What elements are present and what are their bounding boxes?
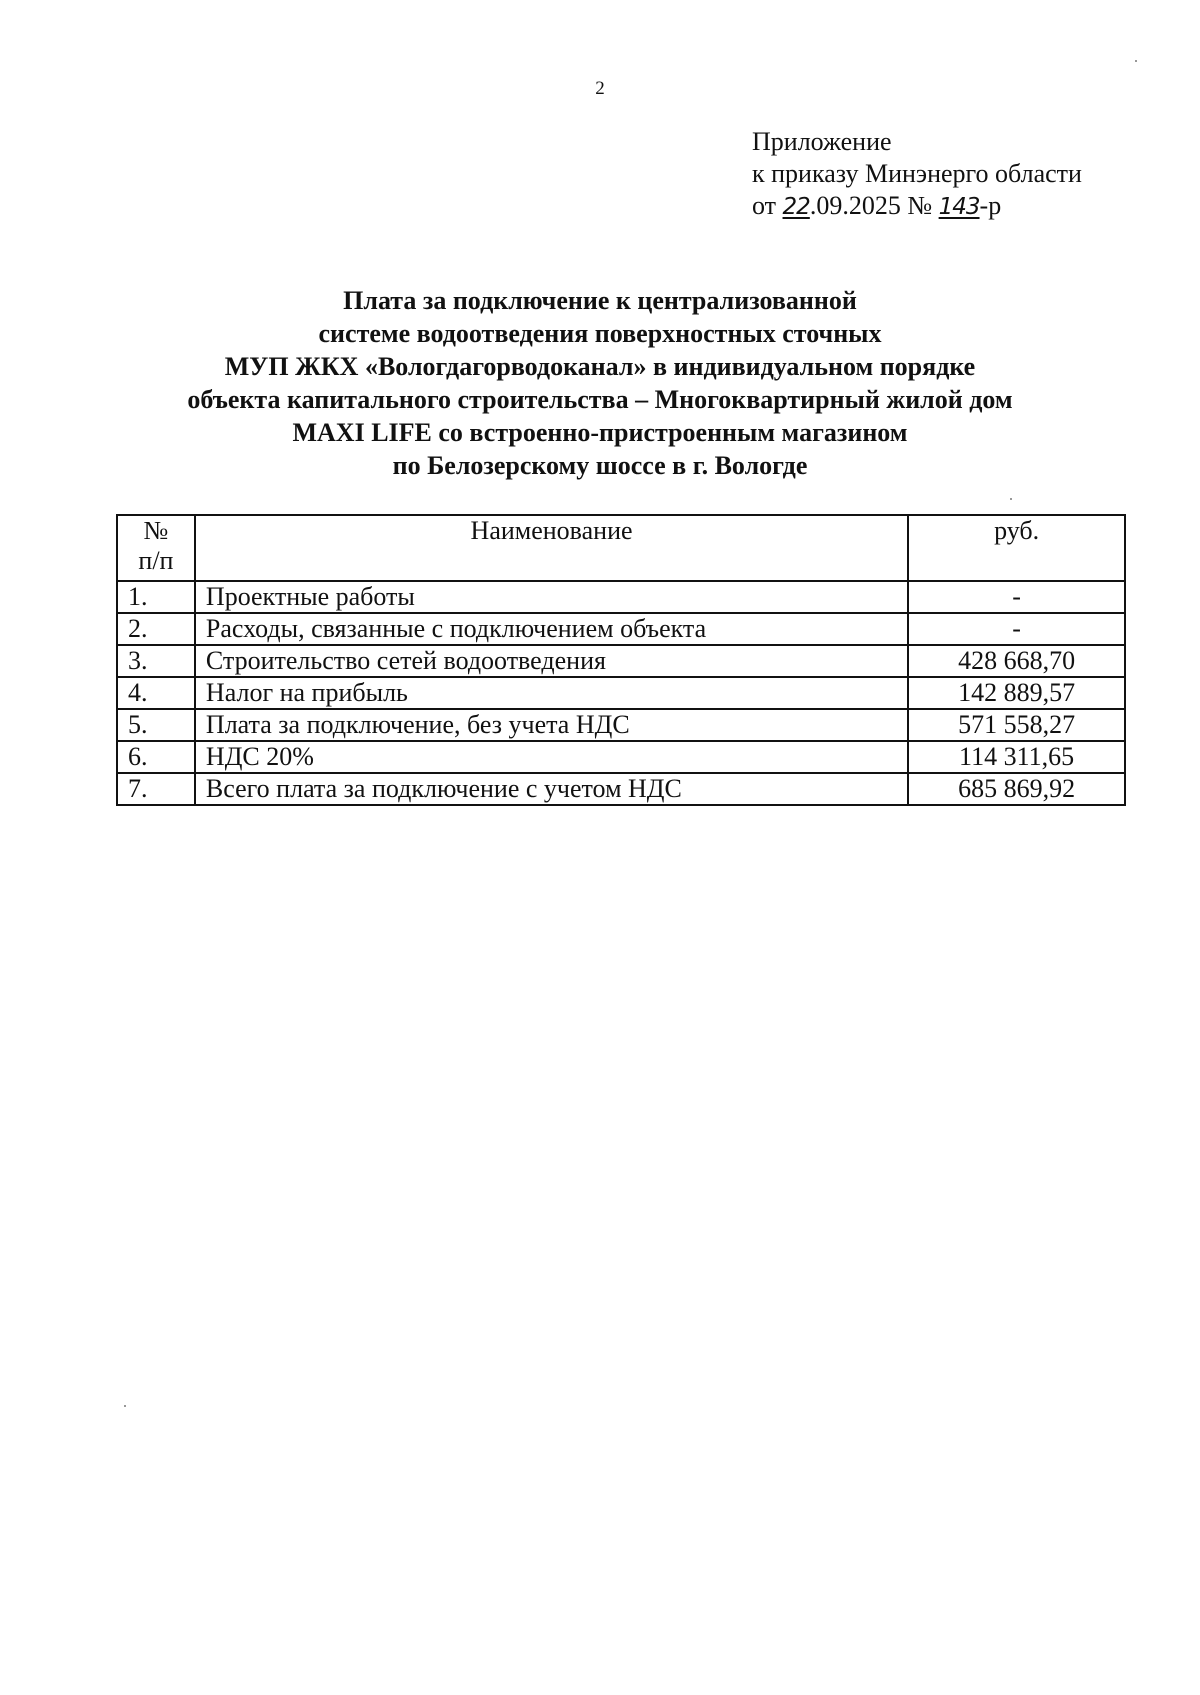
table-row xyxy=(117,677,1125,709)
scan-speck xyxy=(1135,60,1137,62)
table-row xyxy=(117,773,1125,805)
table-row xyxy=(117,709,1125,741)
document-title xyxy=(0,284,1200,482)
header-number-abbrev: п/п xyxy=(138,546,174,575)
title-line: объекта капитального строительства – Многоквартирный жилой дом xyxy=(187,385,1013,414)
page-number: 2 xyxy=(595,78,605,99)
order-suffix: -р xyxy=(979,191,1002,220)
scan-speck xyxy=(124,1405,126,1407)
appendix-date-line xyxy=(752,190,1082,223)
row-name: Расходы, связанные с подключением объекта xyxy=(195,613,908,645)
table-row xyxy=(117,613,1125,645)
row-number: 5. xyxy=(117,709,195,741)
row-value: 114 311,65 xyxy=(908,741,1125,773)
row-number: 2. xyxy=(117,613,195,645)
row-value: 685 869,92 xyxy=(908,773,1125,805)
table-header-row xyxy=(117,515,1125,581)
title-line: МУП ЖКХ «Вологдагорводоканал» в индивидуальном порядке xyxy=(224,352,976,381)
title-line: MAXI LIFE со встроенно-пристроенным магазином xyxy=(292,418,908,447)
date-rest: .09.2025 № xyxy=(809,191,939,220)
header-number-symbol: № xyxy=(143,516,169,545)
row-name: Налог на прибыль xyxy=(195,677,908,709)
row-number: 7. xyxy=(117,773,195,805)
cost-table xyxy=(116,514,1126,806)
row-value: 571 558,27 xyxy=(908,709,1125,741)
header-rub: руб. xyxy=(908,515,1125,581)
row-name: Строительство сетей водоотведения xyxy=(195,645,908,677)
header-number xyxy=(117,515,195,581)
title-line: системе водоотведения поверхностных сточных xyxy=(318,319,882,348)
table-row xyxy=(117,741,1125,773)
handwritten-order-number: 143 xyxy=(938,194,980,220)
row-number: 4. xyxy=(117,677,195,709)
date-prefix: от xyxy=(752,191,783,220)
row-name: Проектные работы xyxy=(195,581,908,613)
row-number: 1. xyxy=(117,581,195,613)
appendix-block xyxy=(752,126,1082,223)
row-value: 142 889,57 xyxy=(908,677,1125,709)
table-row xyxy=(117,581,1125,613)
row-value: - xyxy=(908,613,1125,645)
row-name: НДС 20% xyxy=(195,741,908,773)
title-line: по Белозерскому шоссе в г. Вологде xyxy=(392,451,808,480)
title-line: Плата за подключение к централизованной xyxy=(343,286,857,315)
row-number: 3. xyxy=(117,645,195,677)
row-name: Плата за подключение, без учета НДС xyxy=(195,709,908,741)
row-number: 6. xyxy=(117,741,195,773)
row-value: 428 668,70 xyxy=(908,645,1125,677)
handwritten-day: 22 xyxy=(782,194,810,220)
appendix-order-reference: к приказу Минэнерго области xyxy=(752,159,1082,188)
row-name: Всего плата за подключение с учетом НДС xyxy=(195,773,908,805)
header-name: Наименование xyxy=(195,515,908,581)
appendix-title: Приложение xyxy=(752,127,892,156)
table-row xyxy=(117,645,1125,677)
row-value: - xyxy=(908,581,1125,613)
scan-speck xyxy=(1010,498,1012,500)
